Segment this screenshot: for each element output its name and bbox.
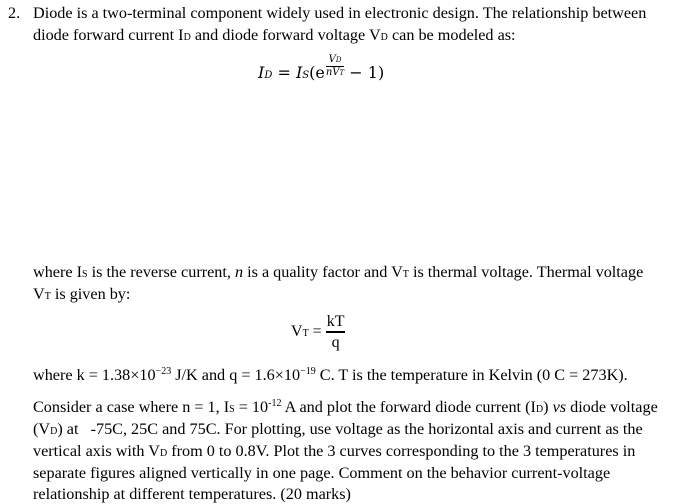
task-line-2: (VD) at -75C, 25C and 75C. For plotting, use voltage as the horizontal axis and current as the [33, 420, 643, 438]
exponent-fraction: $\frac{VD}{\text{nVT}}$ [325, 54, 345, 78]
diode-equation: ID = IS(e $\frac{VD}{\text{nVT}}$ − 1) [258, 54, 385, 82]
task-line-3: vertical axis with VD from 0 to 0.8V. Plot the 3 curves corresponding to the 3 temperatures in [33, 442, 636, 460]
thermal-voltage-equation: VT = $\frac{kT}{q}$ [291, 313, 345, 351]
task-line-1: Consider a case where n = 1, IS = $10^{-12}$ A and plot the forward diode current (ID) vs diode voltage [33, 398, 658, 416]
para-2-line-2: VT is given by: [33, 285, 131, 303]
intro-line-1: Diode is a two-terminal component widely used in electronic design. The relationship between [33, 4, 647, 22]
para-2-line-1: where IS is the reverse current, n is a quality factor and VT is thermal voltage. Thermal voltage [33, 263, 644, 281]
intro-line-2: diode forward current ID and diode forward voltage VD can be modeled as: [33, 26, 516, 44]
task-line-5: relationship at different temperatures. (20 marks) [33, 485, 351, 503]
task-line-4: separate figures aligned vertically in one page. Comment on the behavior current-voltage [33, 464, 611, 482]
kt-over-q-fraction: $\frac{kT}{q}$ [326, 313, 345, 351]
constants-line: where $k = 1.38\times 10^{-23}$ J/K and $q = 1.6\times 10^{-19}$ C. T is the temperature in Kelvin (0 C = 273K). [33, 366, 628, 384]
question-number: 2. [8, 4, 21, 22]
